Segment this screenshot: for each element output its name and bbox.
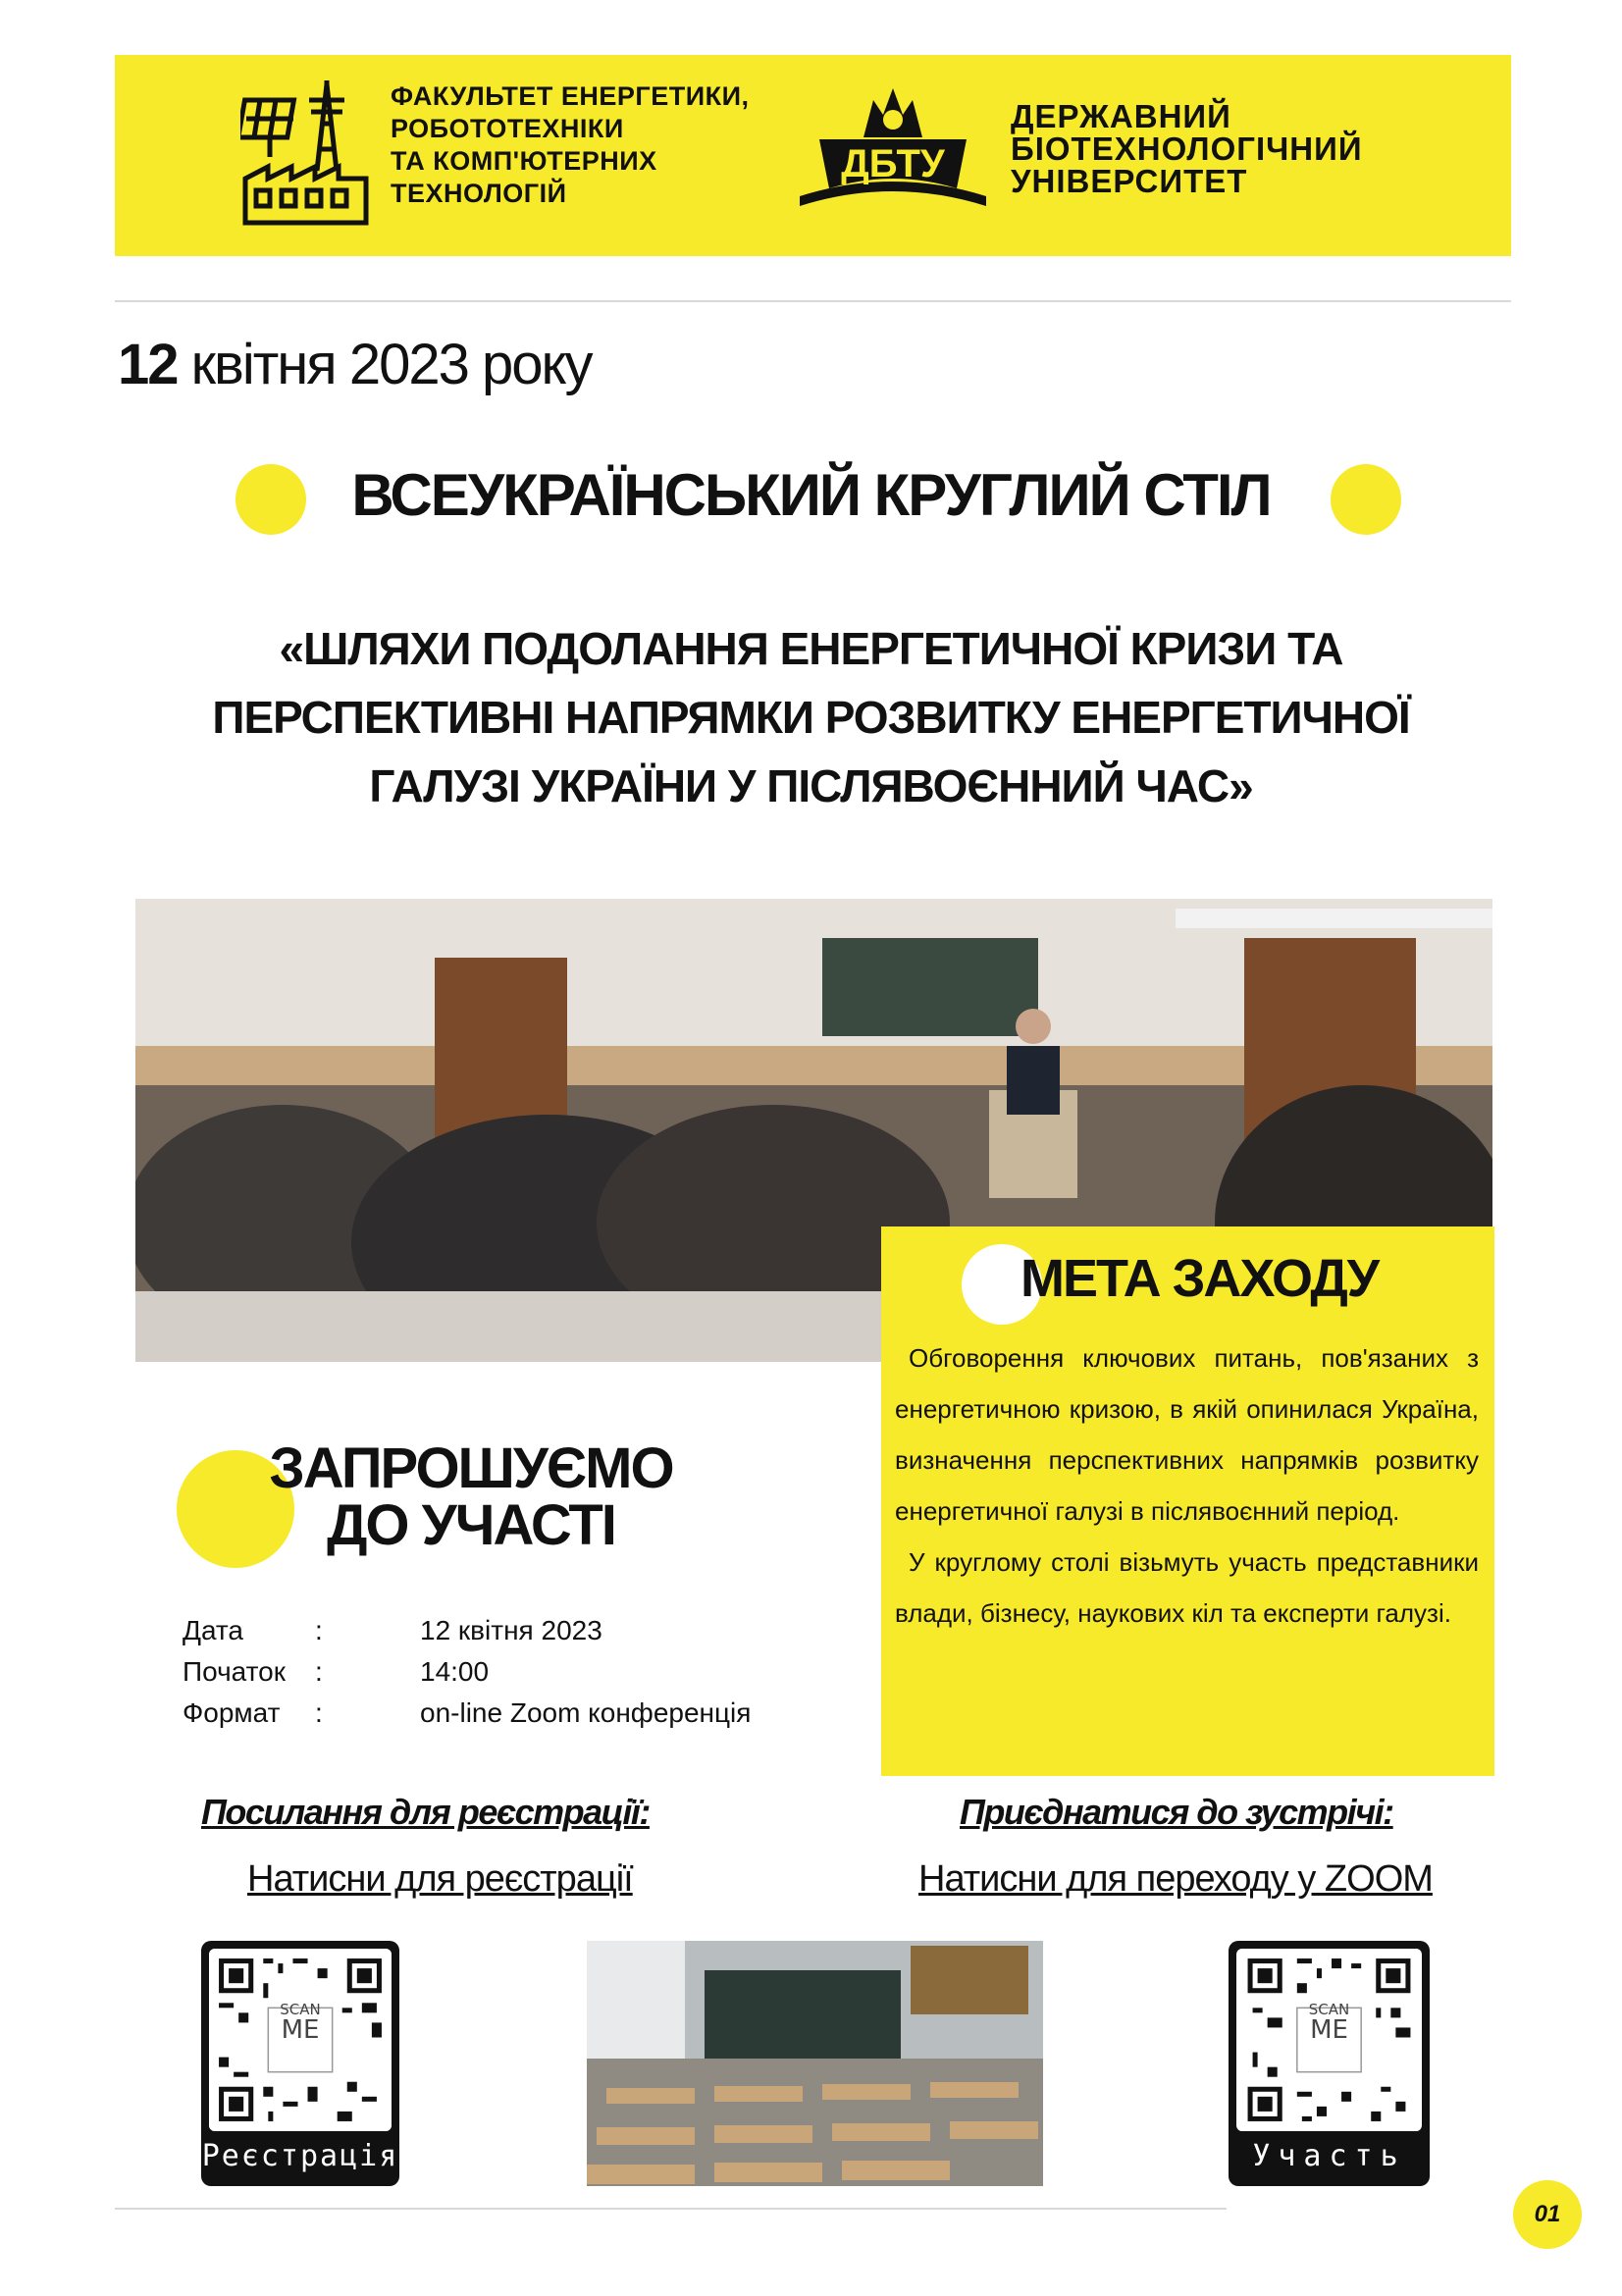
detail-sep: : xyxy=(315,1697,323,1728)
zoom-link[interactable]: Натисни для переходу у ZOOM xyxy=(918,1858,1433,1900)
solar-tower-factory-icon xyxy=(240,80,373,226)
faculty-line: ТА КОМП'ЮТЕРНИХ xyxy=(391,146,657,176)
goal-paragraph: Обговорення ключових питань, пов'язаних з енергетичною кризою, в якій опинилася Україна, визначення перспективних напрямків розвитку енергетичної галузі в післявоєнний період. xyxy=(895,1343,1479,1526)
scan-text: SCAN xyxy=(1308,2001,1350,2018)
goal-paragraph: У круглому столі візьмуть участь представники влади, бізнесу, наукових кіл та експерти галузі. xyxy=(895,1547,1479,1628)
faculty-line: ТЕХНОЛОГІЙ xyxy=(391,179,567,208)
dbtu-logo xyxy=(780,80,1006,228)
dbtu-logo-text: ДБТУ xyxy=(841,142,945,185)
detail-value-start: 14:00 xyxy=(420,1656,490,1687)
qr-registration-label: Реєстрація xyxy=(201,2139,399,2173)
event-date xyxy=(118,332,592,397)
registration-heading: Посилання для реєстрації: xyxy=(201,1792,650,1832)
topic-line: ГАЛУЗІ УКРАЇНИ У ПІСЛЯВОЄННИЙ ЧАС» xyxy=(369,760,1253,811)
goal-title: МЕТА ЗАХОДУ xyxy=(1020,1249,1379,1308)
me-text: ME xyxy=(281,2015,320,2045)
detail-value-date: 12 квітня 2023 xyxy=(420,1615,602,1645)
invite-title xyxy=(226,1436,716,1557)
invite-line: ЗАПРОШУЄМО xyxy=(269,1436,673,1500)
scan-me-label xyxy=(1236,2002,1422,2043)
faculty-line: РОБОТОТЕХНІКИ xyxy=(391,114,624,143)
divider-bottom xyxy=(115,2208,1227,2210)
scan-text: SCAN xyxy=(280,2001,321,2018)
detail-label-format: Формат xyxy=(183,1697,281,1728)
qr-join-label: Участь xyxy=(1252,2139,1406,2173)
topic-line: «ШЛЯХИ ПОДОЛАННЯ ЕНЕРГЕТИЧНОЇ КРИЗИ ТА xyxy=(279,623,1343,674)
detail-value-format: on-line Zoom конференція xyxy=(420,1697,752,1728)
detail-label-start: Початок xyxy=(183,1656,286,1687)
page-number: 01 xyxy=(1513,2180,1582,2249)
university-line: ДЕРЖАВНИЙ xyxy=(1011,98,1231,134)
invite-line: ДО УЧАСТІ xyxy=(327,1493,615,1557)
classroom-photo xyxy=(587,1941,1043,2186)
me-text: ME xyxy=(1310,2015,1348,2045)
join-heading: Приєднатися до зустрічі: xyxy=(960,1792,1393,1832)
divider-top xyxy=(115,300,1511,302)
detail-sep: : xyxy=(315,1656,323,1687)
event-type-title: ВСЕУКРАЇНСЬКИЙ КРУГЛИЙ СТІЛ xyxy=(351,462,1271,528)
topic-title xyxy=(98,614,1524,820)
goal-text xyxy=(895,1332,1479,1639)
event-date-day: 12 xyxy=(118,333,178,396)
faculty-line: ФАКУЛЬТЕТ ЕНЕРГЕТИКИ, xyxy=(391,81,750,111)
faculty-name xyxy=(391,80,803,210)
scan-me-label xyxy=(209,2002,392,2043)
university-line: УНІВЕРСИТЕТ xyxy=(1011,163,1248,199)
event-date-rest: квітня 2023 року xyxy=(190,333,592,396)
detail-label-date: Дата xyxy=(183,1615,244,1645)
registration-link[interactable]: Натисни для реєстрації xyxy=(247,1858,633,1900)
topic-line: ПЕРСПЕКТИВНІ НАПРЯМКИ РОЗВИТКУ ЕНЕРГЕТИЧНОЇ xyxy=(212,692,1410,743)
university-line: БІОТЕХНОЛОГІЧНИЙ xyxy=(1011,130,1363,167)
university-name xyxy=(1011,100,1452,197)
detail-sep: : xyxy=(315,1615,323,1645)
